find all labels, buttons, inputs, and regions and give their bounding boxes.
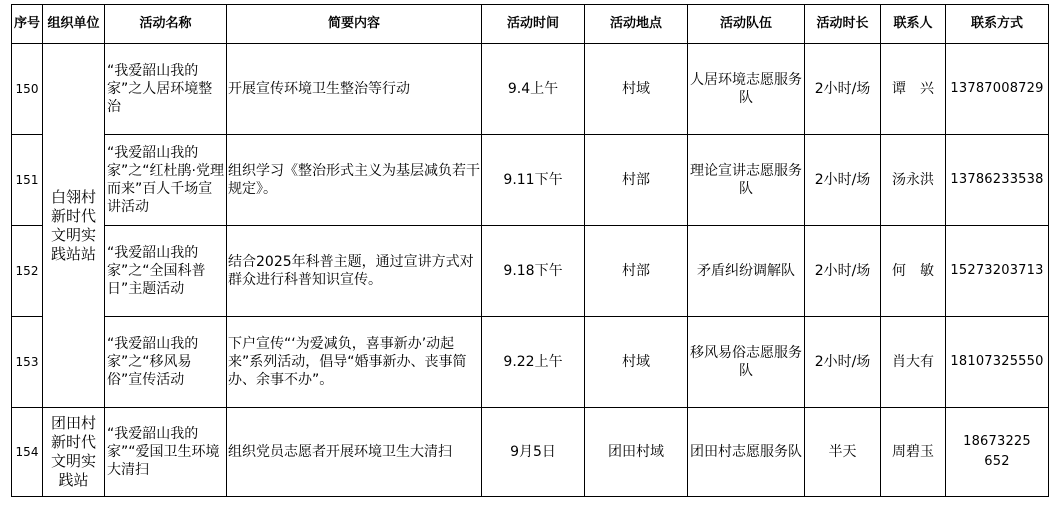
contact-phone: 13787008729: [946, 44, 1049, 135]
activity-time: 9.11下午: [482, 135, 585, 226]
header-duration: 活动时长: [805, 5, 881, 44]
row-seq: 152: [12, 226, 43, 317]
activity-place: 村域: [585, 317, 688, 408]
contact-person: 周碧玉: [881, 408, 946, 497]
activity-team: 团田村志愿服务队: [688, 408, 805, 497]
header-time: 活动时间: [482, 5, 585, 44]
activity-team: 理论宣讲志愿服务队: [688, 135, 805, 226]
contact-phone: 18673225652: [963, 434, 1031, 469]
activity-content: 组织学习《整治形式主义为基层减负若干规定》。: [227, 135, 482, 226]
activity-place: 村部: [585, 135, 688, 226]
contact-person: 汤永洪: [881, 135, 946, 226]
header-row: [12, 5, 1049, 44]
activity-place: 村部: [585, 226, 688, 317]
activity-duration: 半天: [805, 408, 881, 497]
activity-name: “我爱韶山我的家”之“移风易俗”宣传活动: [105, 317, 227, 408]
header-name: 活动名称: [105, 5, 227, 44]
table-row: [12, 408, 1049, 497]
header-content: 简要内容: [227, 5, 482, 44]
activity-name: “我爱韶山我的家”“爱国卫生环境大清扫: [105, 408, 227, 497]
header-phone: 联系方式: [946, 5, 1049, 44]
header-team: 活动队伍: [688, 5, 805, 44]
activity-duration: 2小时/场: [805, 226, 881, 317]
activity-duration: 2小时/场: [805, 44, 881, 135]
contact-phone: 15273203713: [946, 226, 1049, 317]
table-row: [12, 135, 1049, 226]
org-cell: 团田村新时代文明实践站: [43, 408, 105, 497]
header-contact: 联系人: [881, 5, 946, 44]
activity-team: 人居环境志愿服务队: [688, 44, 805, 135]
header-place: 活动地点: [585, 5, 688, 44]
activity-time: 9月5日: [482, 408, 585, 497]
header-seq: 序号: [12, 5, 43, 44]
activity-name: “我爱韶山我的家”之“红杜鹃·党理而来”百人千场宣讲活动: [105, 135, 227, 226]
activity-team: 移风易俗志愿服务队: [688, 317, 805, 408]
activity-time: 9.18下午: [482, 226, 585, 317]
row-seq: 150: [12, 44, 43, 135]
table-row: [12, 317, 1049, 408]
activity-name: “我爱韶山我的家”之“全国科普日”主题活动: [105, 226, 227, 317]
activity-duration: 2小时/场: [805, 135, 881, 226]
contact-phone-cell: [946, 408, 1049, 497]
activity-name: “我爱韶山我的家”之人居环境整治: [105, 44, 227, 135]
activity-team: 矛盾纠纷调解队: [688, 226, 805, 317]
activity-duration: 2小时/场: [805, 317, 881, 408]
org-cell: 白翎村新时代文明实践站站: [43, 44, 105, 408]
contact-person: 何 敏: [881, 226, 946, 317]
activity-content: 组织党员志愿者开展环境卫生大清扫: [227, 408, 482, 497]
contact-person: 肖大有: [881, 317, 946, 408]
table-row: [12, 44, 1049, 135]
contact-phone: 13786233538: [946, 135, 1049, 226]
activity-place: 团田村域: [585, 408, 688, 497]
activity-time: 9.22上午: [482, 317, 585, 408]
activity-table: [11, 4, 1049, 497]
activity-time: 9.4上午: [482, 44, 585, 135]
contact-person: 谭 兴: [881, 44, 946, 135]
activity-content: 结合2025年科普主题，通过宣讲方式对群众进行科普知识宣传。: [227, 226, 482, 317]
row-seq: 154: [12, 408, 43, 497]
activity-place: 村域: [585, 44, 688, 135]
activity-content: 下户宣传“‘为爱减负，喜事新办’动起来”系列活动，倡导“婚事新办、丧事简办、余事不办”。: [227, 317, 482, 408]
table-row: [12, 226, 1049, 317]
activity-content: 开展宣传环境卫生整治等行动: [227, 44, 482, 135]
header-org: 组织单位: [43, 5, 105, 44]
row-seq: 153: [12, 317, 43, 408]
contact-phone: 18107325550: [946, 317, 1049, 408]
row-seq: 151: [12, 135, 43, 226]
